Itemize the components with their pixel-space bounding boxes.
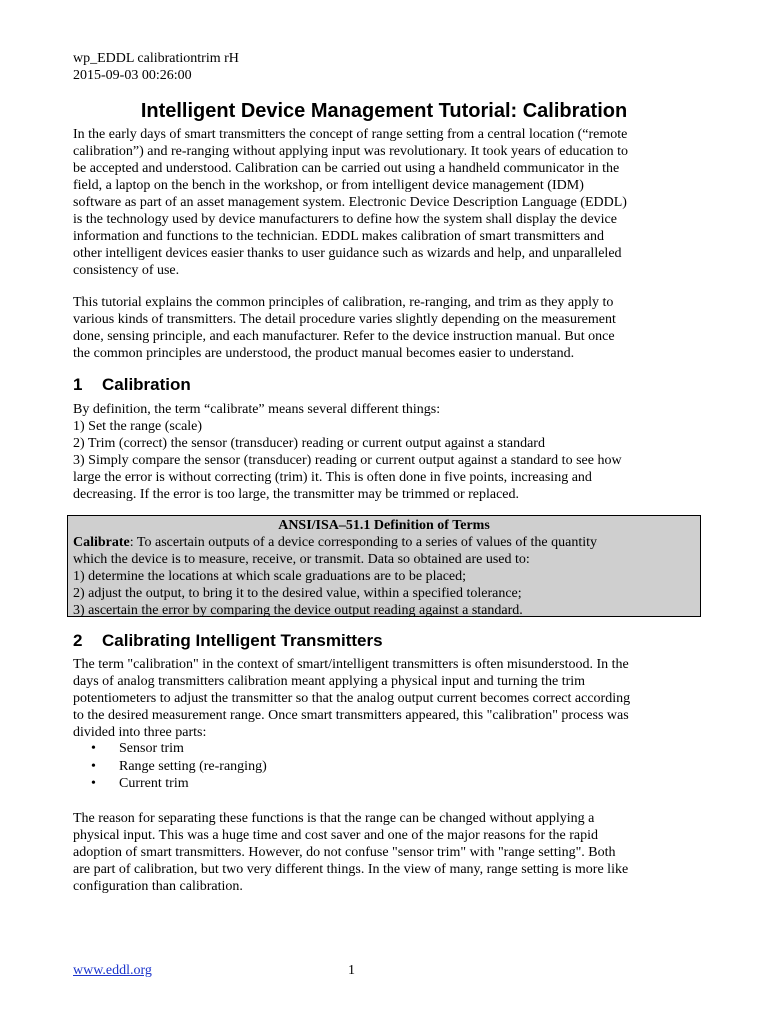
text-line: The term "calibration" in the context of smart/intelligent transmitters is often misunderstood. In the xyxy=(73,657,629,672)
text-line: done, sensing principle, and each manufacturer. Refer to the device instruction manual. But once xyxy=(73,329,615,344)
section-title: Calibration xyxy=(102,375,191,394)
definition-text: : To ascertain outputs of a device corresponding to a series of values of the quantity xyxy=(129,535,598,550)
document-header xyxy=(73,50,239,84)
document-id: wp_EDDL calibrationtrim rH xyxy=(73,51,239,66)
text-line: large the error is without correcting (trim) it. This is often done in five points, increasing and xyxy=(73,470,592,485)
calibration-parts-list xyxy=(91,740,267,793)
text-line: other intelligent devices easier thanks to user guidance such as wizards and help, and unparalleled xyxy=(73,246,622,261)
text-line: 2) adjust the output, to bring it to the desired value, within a specified tolerance; xyxy=(73,586,522,601)
text-line: 2) Trim (correct) the sensor (transducer) reading or current output against a standard xyxy=(73,436,545,451)
text-line: physical input. This was a huge time and cost saver and one of the major reasons for the rapid xyxy=(73,828,598,843)
text-line: calibration”) and re-ranging without applying input was revolutionary. It took years of education to xyxy=(73,144,629,159)
section-2-closing xyxy=(73,810,698,895)
list-item-label: Range setting (re-ranging) xyxy=(119,758,267,774)
text-line: The reason for separating these functions is that the range can be changed without applying a xyxy=(73,811,595,826)
bullet: • xyxy=(91,741,96,756)
text-line: the common principles are understood, the product manual becomes easier to understand. xyxy=(73,346,575,361)
section-number: 2 xyxy=(73,631,83,650)
text-line: be accepted and understood. Calibration can be carried out using a handheld communicator in the xyxy=(73,161,620,176)
text-line: to the desired measurement range. Once smart transmitters appeared, this "calibration" process was xyxy=(73,708,629,723)
text-line: field, a laptop on the bench in the workshop, or from intelligent device management (IDM) xyxy=(73,178,584,193)
page-title: Intelligent Device Management Tutorial: Calibration xyxy=(140,100,628,122)
page-number: 1 xyxy=(348,963,355,978)
text-line: are part of calibration, but two very different things. In the view of many, range setting is more like xyxy=(73,862,629,877)
bullet: • xyxy=(91,758,96,774)
text-line: 1) Set the range (scale) xyxy=(73,419,203,434)
text-line: potentiometers to adjust the transmitter so that the analog output current becomes correct according xyxy=(73,691,631,706)
definition-term: Calibrate xyxy=(73,535,130,550)
text-line: information and functions to the technician. EDDL makes calibration of smart transmitters and xyxy=(73,229,604,244)
text-line: which the device is to measure, receive, or transmit. Data so obtained are used to: xyxy=(73,552,530,567)
text-line: decreasing. If the error is too large, the transmitter may be trimmed or replaced. xyxy=(73,487,520,502)
text-line: adoption of smart transmitters. However, do not confuse "sensor trim" with "range setting". Both xyxy=(73,845,616,860)
text-line: various kinds of transmitters. The detail procedure varies slightly depending on the measurement xyxy=(73,312,616,327)
section-2-body xyxy=(73,656,698,741)
text-line: In the early days of smart transmitters the concept of range setting from a central location (“remote xyxy=(73,127,628,142)
text-line: consistency of use. xyxy=(73,263,180,278)
list-item xyxy=(91,758,267,776)
tutorial-paragraph xyxy=(73,294,698,362)
section-number: 1 xyxy=(73,375,83,394)
text-line: 3) ascertain the error by comparing the device output reading against a standard. xyxy=(73,603,523,618)
list-item xyxy=(91,775,267,793)
bullet: • xyxy=(91,776,96,791)
text-line: This tutorial explains the common principles of calibration, re-ranging, and trim as they apply to xyxy=(73,295,614,310)
text-line: is the technology used by device manufacturers to define how the system shall display the device xyxy=(73,212,617,227)
text-line: By definition, the term “calibrate” means several different things: xyxy=(73,402,441,417)
footer-website-link[interactable]: www.eddl.org xyxy=(73,963,152,978)
text-line: days of analog transmitters calibration meant applying a physical input and turning the trim xyxy=(73,674,586,689)
text-line: 3) Simply compare the sensor (transducer) reading or current output against a standard to see how xyxy=(73,453,622,468)
list-item-label: Sensor trim xyxy=(119,741,184,756)
intro-paragraph xyxy=(73,126,698,279)
definition-first-line xyxy=(73,534,695,551)
list-item xyxy=(91,740,267,758)
section-2-heading xyxy=(73,630,383,652)
text-line: divided into three parts: xyxy=(73,725,207,740)
section-1-heading xyxy=(73,374,191,396)
text-line: software as part of an asset management system. Electronic Device Description Language (EDDL) xyxy=(73,195,627,210)
definition-box xyxy=(67,515,701,617)
text-line: 1) determine the locations at which scale graduations are to be placed; xyxy=(73,569,467,584)
definition-box-title: ANSI/ISA–51.1 Definition of Terms xyxy=(278,518,490,533)
list-item-label: Current trim xyxy=(119,776,189,791)
section-1-body xyxy=(73,401,698,503)
section-title: Calibrating Intelligent Transmitters xyxy=(102,631,383,650)
text-line: configuration than calibration. xyxy=(73,879,243,894)
document-timestamp: 2015-09-03 00:26:00 xyxy=(73,68,192,83)
